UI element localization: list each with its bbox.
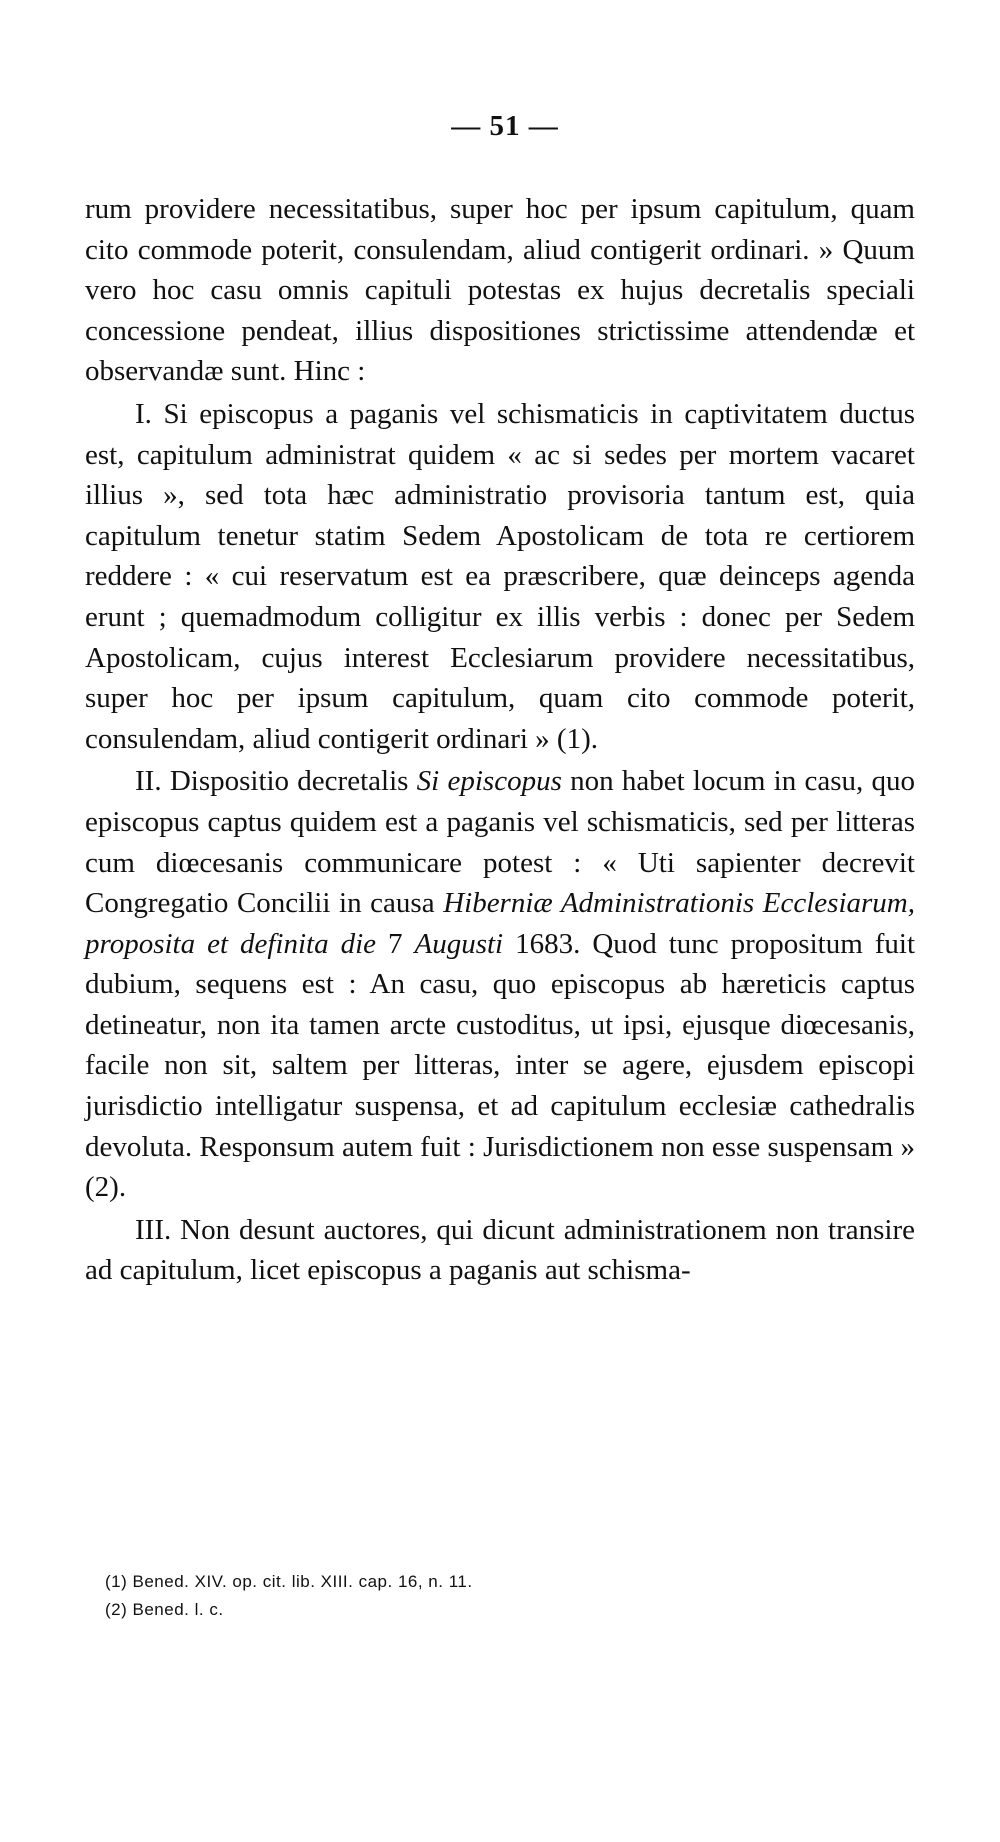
body-text xyxy=(85,189,915,1291)
paragraph-section-i: I. Si episcopus a paganis vel schismaticis in captivitatem ductus est, capitulum administrat quidem « ac si sedes per mortem vacaret illius », sed tota hæc administratio provisoria tantum est, quia capitulum tenetur statim Sedem Apostolicam de tota re certiorem reddere : « cui reservatum est ea præscribere, quæ deinceps agenda erunt ; quemadmodum colligitur ex illis verbis : donec per Sedem Apostolicam, cujus interest Ecclesiarum providere necessitatibus, super hoc per ipsum capitulum, quam cito commode poterit, consulendam, aliud contigerit ordinari » (1). xyxy=(85,397,915,755)
paragraph-section-ii xyxy=(85,761,915,1208)
page-number: — 51 — xyxy=(451,110,559,142)
page xyxy=(85,110,915,1291)
para2-cause-title: Hiberniæ Administrationis Ecclesiarum, proposita et definita die xyxy=(85,887,915,960)
para2-text-c: non habet locum in casu, quo episcopus captus quidem est a paganis vel schismaticis, sed per litteras cum diœcesanis communicare potest : « Uti sapienter decrevit Congregatio Concilii in causa xyxy=(85,765,915,920)
footnote-2: (2) Bened. l. c. xyxy=(105,1600,224,1619)
para2-text-a: II. Dispositio decretalis xyxy=(135,765,417,798)
para2-decretal-title: Si episcopus xyxy=(416,765,562,798)
para2-month: Augusti xyxy=(414,927,504,960)
para2-text-g: 1683. Quod tunc propositum fuit dubium, sequens est : An casu, quo episcopus ab hæreticis captus detineatur, non ita tamen arcte custoditus, ut ipsi, ejusque diœcesanis, facile non sit, saltem per litteras, inter se agere, ejusdem episcopi jurisdictio intelligatur suspensa, et ad capitulum ecclesiæ cathedralis devoluta. Responsum autem fuit : Jurisdictionem non esse suspensam » (2). xyxy=(85,927,916,1204)
footnote-1: (1) Bened. XIV. op. cit. lib. XIII. cap. 16, n. 11. xyxy=(105,1572,473,1591)
paragraph-section-iii: III. Non desunt auctores, qui dicunt administrationem non transire ad capitulum, licet episcopus a paganis aut schisma- xyxy=(85,1213,915,1287)
para2-text-e: 7 xyxy=(376,927,415,960)
paragraph-continuation: rum providere necessitatibus, super hoc per ipsum capitulum, quam cito commode poterit, consulendam, aliud contigerit ordinari. » Quum vero hoc casu omnis capituli potestas ex hujus decretalis speciali concessione pendeat, illius dispositiones strictissime attendendæ et observandæ sunt. Hinc : xyxy=(85,193,915,388)
footnotes xyxy=(105,1568,805,1624)
